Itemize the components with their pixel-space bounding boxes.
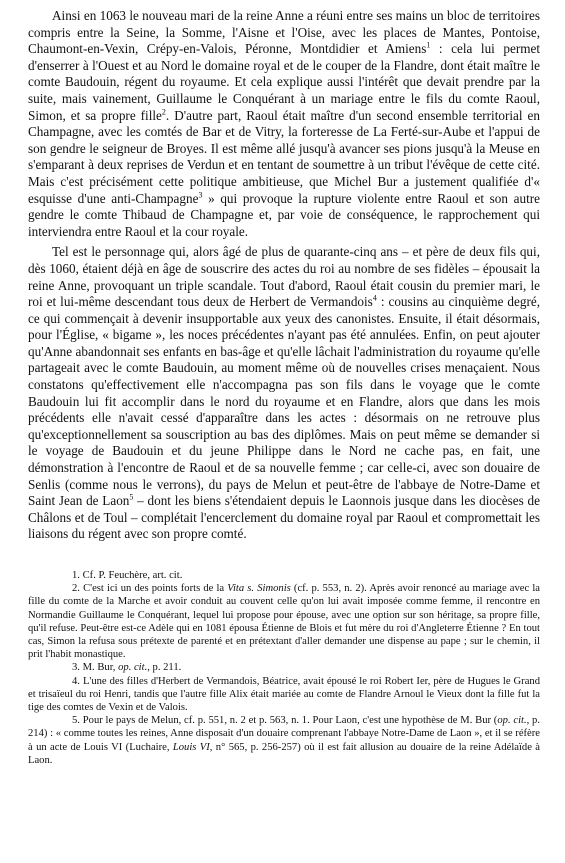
footnote-ref: 3	[198, 190, 203, 200]
text-run: , p. 211.	[147, 662, 182, 674]
footnote	[28, 582, 540, 661]
footnote	[28, 569, 540, 582]
italic-title: Louis VI	[172, 741, 210, 753]
text-run: – dont les biens s'étendaient depuis le Laonnois jusque dans les diocèses de Châlons et de Toul – complétait l'encerclement du domaine royal par Raoul et compromettait les liaisons du régent avec son propre comté.	[28, 493, 540, 542]
text-run: Pour le pays de Melun, cf. p. 551, n. 2 et p. 563, n. 1. Pour Laon, c'est une hypothèse de M. Bur (	[82, 715, 498, 727]
text-run: Cf. P. Feuchère, art. cit.	[82, 570, 183, 581]
text-run: Ainsi en 1063 le nouveau mari de la reine Anne a réuni entre ses mains un bloc de territoires compris entre la Seine, la Somme, l'Aisne et l'Oise, avec les places de Mantes, Pontoise, Chaumont-en-Vexin, Crépy-en-Valois, Péronne, Montdidier et Amiens	[28, 8, 540, 57]
italic-title: Vita s. Simonis	[227, 583, 291, 595]
text-run: , n° 565, p. 256-257) où il est fait allusion au douaire de la reine Adélaïde à Laon.	[28, 741, 540, 766]
text-run: , p. 214) : « comme toutes les reines, Anne disposait d'un douaire comprenant l'abbaye Notre-Dame de Laon », et il se réfère à un acte de Louis VI (Luchaire,	[28, 715, 540, 753]
footnote-number: 1.	[72, 570, 80, 581]
text-run: Tel est le personnage qui, alors âgé de plus de quarante-cinq ans – et père de deux fils qui, dès 1060, étaient déjà en âge de souscrire des actes du roi au nombre de ses fidèles – épousait la reine Anne, provoquant un triple scandale. Tout d'abord, Raoul était cousin du premier mari, le roi et lui-même descendant tous deux de Herbert de Vermandois	[28, 244, 540, 310]
body-text	[28, 8, 540, 543]
footnote-number: 3.	[72, 662, 80, 674]
footnote-ref: 4	[372, 293, 377, 303]
paragraph	[28, 244, 540, 543]
text-run: L'une des filles d'Herbert de Vermandois, Béatrice, avait épousé le roi Robert Ier, père de Hugues le Grand et trisaïeul du roi Henri, tandis que l'autre fille Alix était mariée au comte de Flandre Arnoul le Vieux dont la fille fut la tige des comtes de Vexin et de Valois.	[28, 675, 540, 714]
text-run: . D'autre part, Raoul était maître d'un second ensemble territorial en Champagne, avec les comtés de Bar et de Vitry, la forteresse de La Ferté-sur-Aube et l'appui de son gendre le seigneur de Broyes. Il est même allé jusqu'à avancer ses pions jusqu'à la Meuse en s'emparant à deux reprises de Verdun et en tentant de soumettre à un tribut l'évêque de cette cité. Mais c'est précisément cette politique ambitieuse, que Michel Bur a justement qualifiée d'« esquisse d'une anti-Champagne	[28, 107, 540, 206]
text-run: C'est ici un des points forts de la	[83, 583, 228, 595]
italic-title: op. cit.	[118, 662, 148, 674]
text-run: : cousins au cinquième degré, ce qui commençait à devenir insupportable aux yeux des canonistes. Ensuite, il était désormais, pour l'Église, « bigame », les noces précédentes n'ayant pas été annulées. Enfin, on peut ajouter qu'Anne abandonnait ses enfants en bas-âge et qu'elle lâchait l'administration du royaume qu'elle partageait avec le comte Baudouin, au moment même où de nouvelles crises menaçaient. Nous constatons qu'effectivement elle n'accompagna pas son fils dans le voyage que le comte Baudouin lui fit accomplir dans le nord du royaume et en Flandre, alors que dans les mois précédents elle n'avait cessé d'apparaître dans les actes : désormais on ne retrouve plus qu'exceptionnellement sa souscription au bas des diplômes. Mais on peut même se demander si le voyage de Baudouin et du jeune Philippe dans le Nord ne cache pas, en fait, une démonstration à l'encontre de Raoul et de sa nouvelle femme ; car celle-ci, avec son douaire de Senlis (comme nous le verrons), du pays de Melun et peut-être de l'abbaye de Notre-Dame et Saint Jean de Laon	[28, 294, 541, 509]
text-run: (cf. p. 553, n. 2). Après avoir renoncé au mariage avec la fille du comte de la Marche et avoir conduit au couvent celle qu'on lui avait imposée comme femme, il rencontre en Normandie Guillaume le Conquérant, lequel lui propose pour épouse, avec une option sur son héritage, sa propre fille, qu'il refuse. Peut-être est-ce Adèle qui en 1081 épousa Étienne de Blois et fut mère du roi d'Angleterre Étienne ? En tout cas, Simon la refusa sous prétexte de parenté et en prétextant d'aller demander une dispense au pape ; sur le chemin, il prit l'habit monastique.	[28, 583, 540, 661]
text-run: » qui provoque la rupture violente entre Raoul et son autre gendre le comte Thibaud de Champagne et, par voie de conséquence, le rapprochement qui interviendra entre Raoul et la cour royale.	[28, 190, 540, 239]
page	[28, 8, 540, 767]
footnote-ref: 5	[129, 492, 134, 502]
footnote	[28, 714, 540, 767]
footnote-ref: 2	[161, 107, 166, 117]
footnote-ref: 1	[426, 40, 431, 50]
footnote-number: 2.	[72, 583, 80, 595]
italic-title: op. cit.	[497, 715, 527, 727]
footnotes	[28, 569, 540, 767]
footnote-number: 4.	[72, 675, 80, 687]
paragraph	[28, 8, 540, 240]
text-run: : cela lui permet d'enserrer à l'Ouest et au Nord le domaine royal et de le couper de la Flandre, dont était maître le comte Baudouin, régent du royaume. Et cela explique aussi l'intérêt que devait prendre par la suite, mais vainement, Guillaume le Conquérant à un mariage entre le fils du comte Raoul, Simon, et sa propre fille	[28, 41, 540, 123]
footnote-number: 5.	[72, 715, 80, 727]
footnote	[28, 675, 540, 715]
text-run: M. Bur,	[82, 662, 119, 674]
footnote	[28, 661, 540, 674]
